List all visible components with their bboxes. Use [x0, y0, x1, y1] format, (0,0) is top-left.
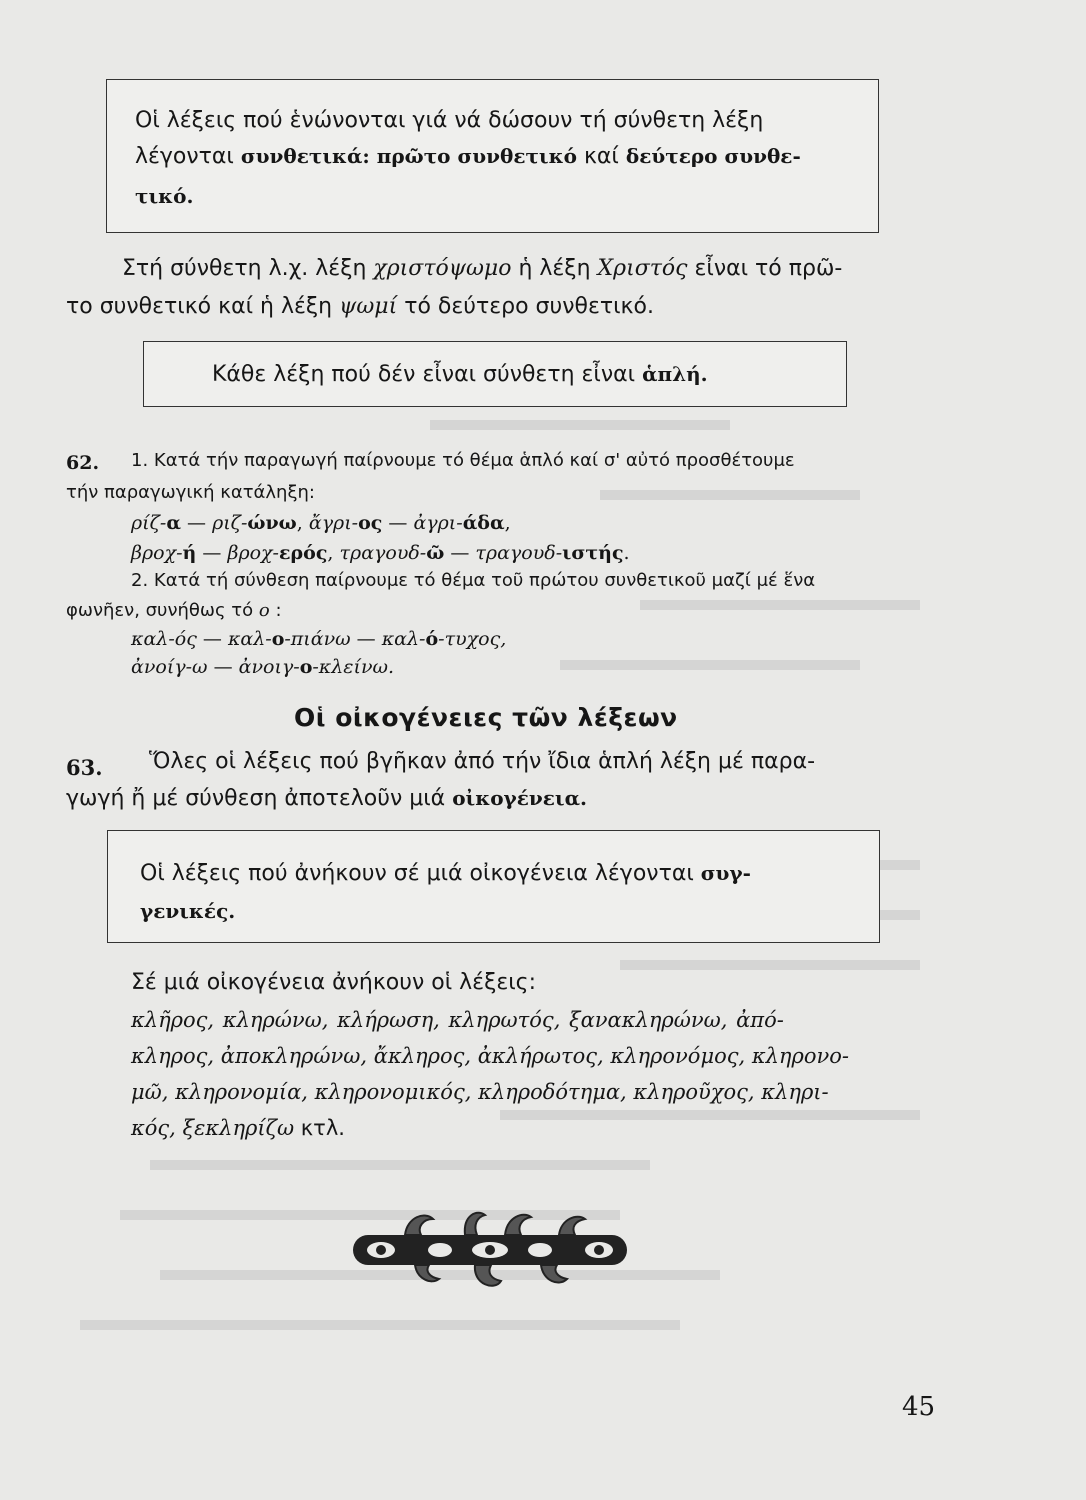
box3-line1: Οἱ λέξεις πού ἀνήκουν σέ μιά οἰκογένεια λέγονται συγ-: [140, 861, 751, 886]
para1-line2: το συνθετικό καί ἡ λέξη ψωμί τό δεύτερο συνθετικό.: [66, 294, 654, 319]
word-tail: -τυχος,: [438, 628, 507, 650]
example-separator: —: [444, 542, 476, 564]
word-ending: ό: [425, 628, 439, 650]
box1-line3: τικό.: [135, 184, 194, 208]
section-63-number: 63.: [66, 755, 103, 780]
word-stem: ἀνοίγ-ω: [131, 656, 208, 678]
example-separator: —: [196, 628, 228, 650]
word-ending: ο: [299, 656, 313, 678]
sec62-example-compound-2: [131, 656, 394, 678]
word-stem: τραγουδ-: [475, 542, 563, 564]
family-list-line1: κλῆρος, κληρώνω, κλήρωση, κληρωτός, ξανακληρώνω, ἀπό-: [131, 1008, 784, 1032]
word-ending: ώνω: [247, 512, 297, 534]
sec62-example-derivation-2: [131, 542, 630, 564]
example-separator: —: [350, 628, 382, 650]
example-word: [413, 512, 510, 534]
word-tail: -κλείνω.: [312, 656, 395, 678]
word-punct: ,: [327, 542, 334, 564]
page-number: 45: [902, 1392, 936, 1422]
definition-box-compound-parts: [106, 79, 879, 233]
example-word: [475, 542, 629, 564]
decorative-ornament: [345, 1205, 635, 1295]
example-separator: —: [180, 512, 213, 534]
word-ending: ή: [182, 542, 197, 564]
definition-box-related-words: [107, 830, 880, 943]
example-word: [212, 512, 303, 534]
example-word: [227, 542, 333, 564]
example-word: [131, 628, 197, 650]
word-tail: -πιάνω: [284, 628, 351, 650]
word-stem: καλ-: [381, 628, 426, 650]
section-heading-word-families: Οἱ οἰκογένειες τῶν λέξεων: [294, 703, 678, 732]
word-stem: καλ-ός: [131, 628, 197, 650]
word-stem: ἀγρι-: [413, 512, 463, 534]
word-ending: α: [166, 512, 181, 534]
sec62-line2: τήν παραγωγική κατάληξη:: [66, 482, 315, 503]
word-stem: βροχ-: [131, 542, 183, 564]
box2-text: Κάθε λέξη πού δέν εἶναι σύνθετη εἶναι ἁπλή.: [212, 362, 708, 387]
word-punct: ,: [296, 512, 303, 534]
example-word: [309, 512, 382, 534]
example-word: [131, 512, 181, 534]
word-ending: ο: [271, 628, 285, 650]
sec62-example-compound-1: [131, 628, 506, 650]
word-punct: .: [623, 542, 630, 564]
example-word: [228, 628, 351, 650]
family-list-line3: μῶ, κληρονομία, κληρονομικός, κληροδότημα, κληροῦχος, κληρι-: [131, 1080, 829, 1104]
sec62-line3: 2. Κατά τή σύνθεση παίρνουμε τό θέμα τοῦ πρώτου συνθετικοῦ μαζί μέ ἕνα: [131, 570, 816, 591]
box3-line2: γενικές.: [140, 899, 236, 923]
section-62-number: 62.: [66, 452, 100, 474]
word-ending: ιστής: [562, 542, 624, 564]
example-word: [340, 542, 445, 564]
word-stem: ρίζ-: [131, 512, 167, 534]
box1-line2: λέγονται συνθετικά: πρῶτο συνθετικό καί δεύτερο συνθε-: [135, 144, 801, 169]
example-separator: —: [196, 542, 228, 564]
sec62-line4: φωνῆεν, συνήθως τό ο :: [66, 600, 282, 621]
example-word: [239, 656, 394, 678]
word-ending: ος: [358, 512, 383, 534]
box1-line1: Οἱ λέξεις πού ἑνώνονται γιά νά δώσουν τή σύνθετη λέξη: [135, 108, 764, 133]
sec63-line2: γωγή ἤ μέ σύνθεση ἀποτελοῦν μιά οἰκογένεια.: [66, 786, 587, 811]
family-list-line2: κληρος, ἀποκληρώνω, ἄκληρος, ἀκλήρωτος, κληρονόμος, κληρονο-: [131, 1044, 850, 1068]
example-separator: —: [207, 656, 239, 678]
word-stem: ἄγρι-: [308, 512, 359, 534]
word-stem: ἀνοιγ-: [238, 656, 300, 678]
sec62-example-derivation-1: [131, 512, 511, 534]
word-stem: ριζ-: [212, 512, 248, 534]
example-word: [131, 656, 208, 678]
word-stem: τραγουδ-: [339, 542, 427, 564]
family-list-line4: κός, ξεκληρίζω κτλ.: [131, 1116, 345, 1140]
family-intro: Σέ μιά οἰκογένεια ἀνήκουν οἱ λέξεις:: [131, 970, 536, 995]
word-stem: βροχ-: [227, 542, 279, 564]
example-separator: —: [382, 512, 414, 534]
sec63-line1: Ὅλες οἱ λέξεις πού βγῆκαν ἀπό τήν ἴδια ἁπλή λέξη μέ παρα-: [149, 749, 816, 774]
word-ending: άδα: [462, 512, 505, 534]
word-punct: ,: [504, 512, 511, 534]
sec62-line1: 1. Κατά τήν παραγωγή παίρνουμε τό θέμα ἁπλό καί σ' αὐτό προσθέτουμε: [131, 450, 795, 471]
definition-box-simple-word: [143, 341, 847, 407]
word-stem: καλ-: [227, 628, 272, 650]
word-ending: ῶ: [426, 542, 445, 564]
example-word: [131, 542, 196, 564]
example-word: [382, 628, 507, 650]
para1-line1: Στή σύνθετη λ.χ. λέξη χριστόψωμο ἡ λέξη Χριστός εἶναι τό πρῶ-: [122, 256, 843, 281]
word-ending: ερός: [278, 542, 328, 564]
